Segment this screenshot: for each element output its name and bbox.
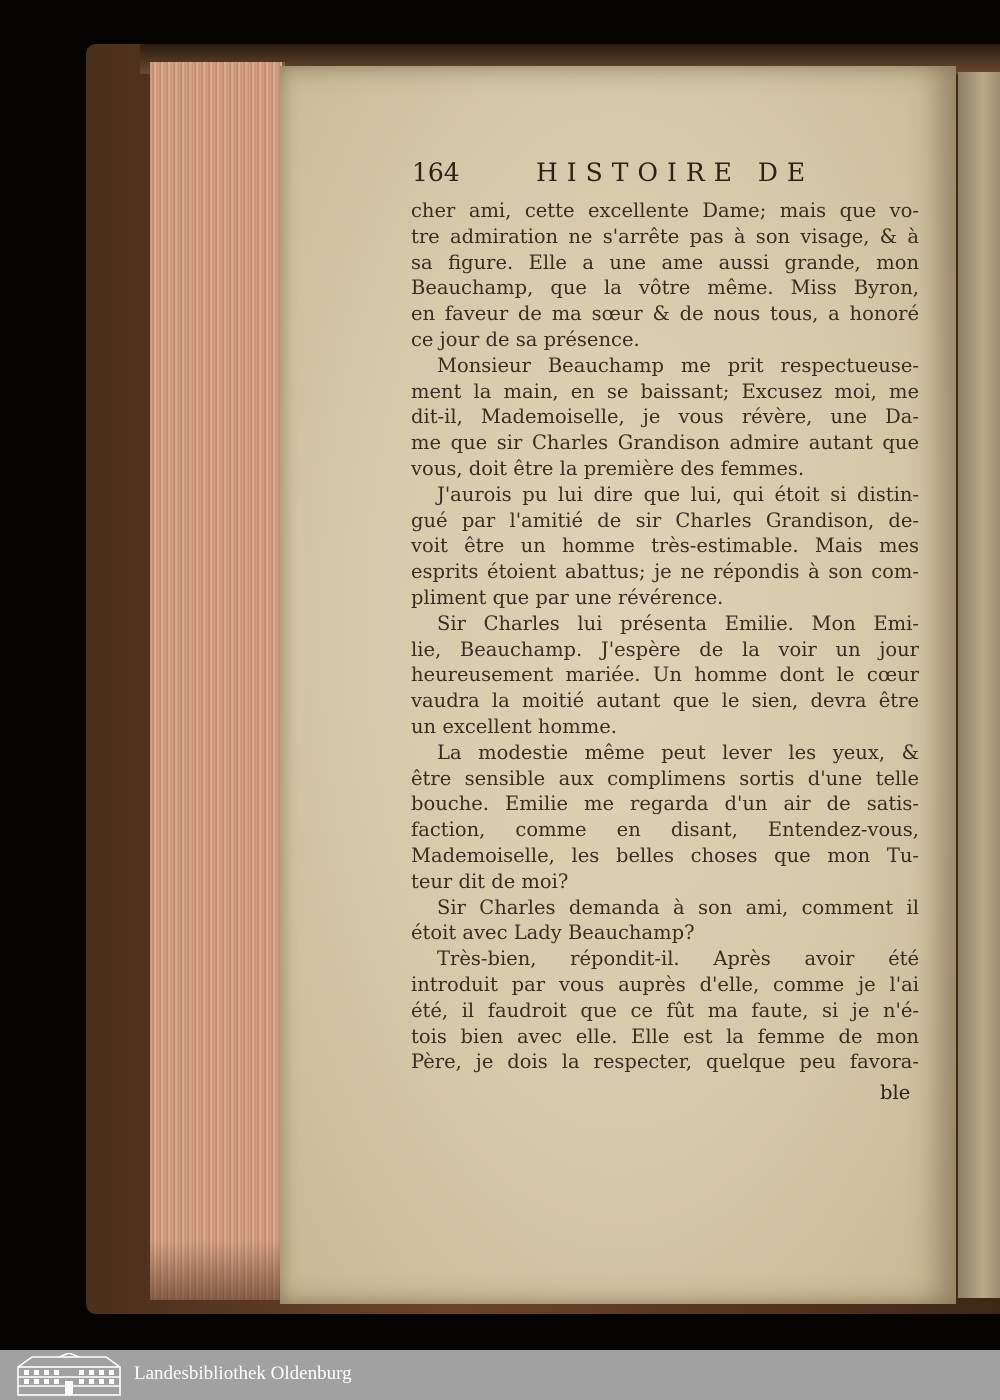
text-line: heureusement mariée. Un homme dont le cœur xyxy=(411,663,919,687)
text-line: cher ami, cette excellente Dame; mais que vo- xyxy=(411,199,919,222)
text-line: Très-bien, répondit-il. Après avoir été xyxy=(437,947,919,971)
text-line: été, il faudroit que ce fût ma faute, si je n'é- xyxy=(411,998,919,1022)
catchword: ble xyxy=(880,1081,911,1104)
text-line: Père, je dois la respecter, quelque peu favora- xyxy=(411,1050,919,1074)
text-line: esprits étoient abattus; je ne répondis à son com- xyxy=(411,560,919,584)
text-line: Sir Charles demanda à son ami, comment il xyxy=(437,895,919,919)
text-line: ment la main, en se baissant; Excusez moi, me xyxy=(411,379,919,403)
text-line: tre admiration ne s'arrête pas à son visage, & à xyxy=(411,224,919,248)
text-line: être sensible aux complimens sortis d'une telle xyxy=(411,766,919,790)
text-line: en faveur de ma sœur & de nous tous, a honoré xyxy=(411,302,919,326)
text-line: voit être un homme très-estimable. Mais mes xyxy=(411,534,919,558)
text-line: tois bien avec elle. Elle est la femme de mon xyxy=(411,1024,919,1048)
text-line: teur dit de moi? xyxy=(411,869,569,893)
page-edges xyxy=(150,62,285,1300)
text-line: dit-il, Mademoiselle, je vous révère, une Da- xyxy=(411,405,919,429)
text-line: bouche. Emilie me regarda d'un air de satis- xyxy=(411,792,919,816)
text-line: Sir Charles lui présenta Emilie. Mon Emi- xyxy=(437,611,919,635)
text-line: étoit avec Lady Beauchamp? xyxy=(411,921,695,945)
text-line: Beauchamp, que la vôtre même. Miss Byron, xyxy=(411,276,919,300)
text-line: vaudra la moitié autant que le sien, devra être xyxy=(411,689,919,713)
body-text xyxy=(411,198,919,1075)
text-line: introduit par vous auprès d'elle, comme je l'ai xyxy=(411,972,919,996)
running-head xyxy=(412,158,922,194)
text-line: vous, doit être la première des femmes. xyxy=(411,456,805,480)
text-line: un excellent homme. xyxy=(411,714,617,738)
text-line: pliment que par une révérence. xyxy=(411,585,724,609)
running-title: HISTOIRE DE xyxy=(536,158,815,187)
text-line: Monsieur Beauchamp me prit respectueuse- xyxy=(437,353,919,377)
page-number: 164 xyxy=(412,158,460,187)
text-line: sa figure. Elle a une ame aussi grande, mon xyxy=(411,250,919,274)
text-line: Mademoiselle, les belles choses que mon Tu- xyxy=(411,843,919,867)
text-line: faction, comme en disant, Entendez-vous, xyxy=(411,818,919,842)
text-line: La modestie même peut lever les yeux, & xyxy=(437,740,919,764)
text-line: me que sir Charles Grandison admire autant que xyxy=(411,431,919,455)
text-line: ce jour de sa présence. xyxy=(411,327,640,351)
facing-page-edge xyxy=(958,72,1000,1298)
library-building-icon xyxy=(14,1353,124,1397)
footer-bar xyxy=(0,1350,1000,1400)
text-line: gué par l'amitié de sir Charles Grandison, de- xyxy=(411,508,919,532)
text-line: J'aurois pu lui dire que lui, qui étoit si distin- xyxy=(437,482,919,506)
text-line: lie, Beauchamp. J'espère de la voir un jour xyxy=(411,637,919,661)
library-name: Landesbibliothek Oldenburg xyxy=(134,1363,352,1384)
